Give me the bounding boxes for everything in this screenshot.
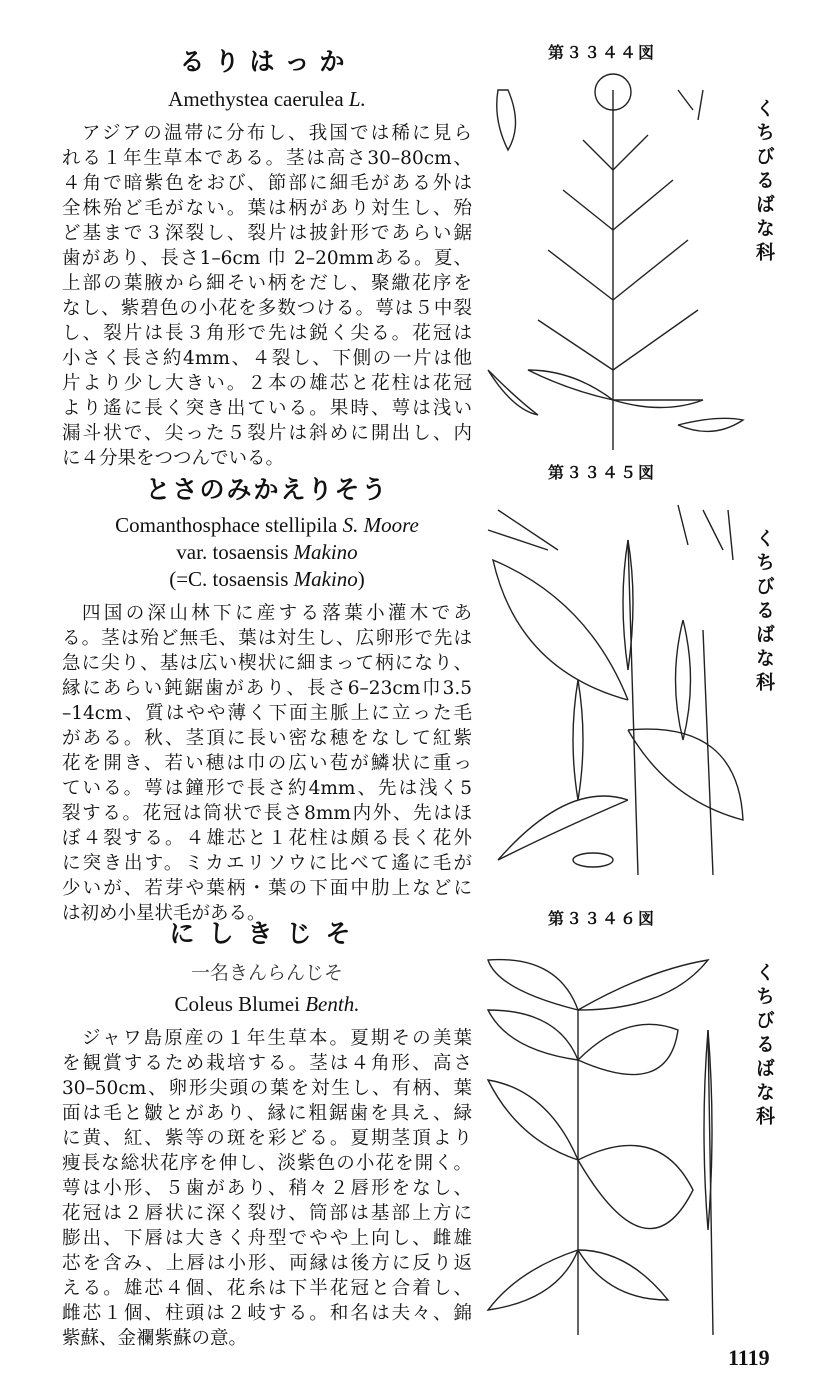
- alternate-name: 一名きんらんじそ: [190, 962, 343, 984]
- sci-roman: (=C. tosaensis: [169, 567, 294, 591]
- entry-title: るりはっか: [179, 47, 355, 76]
- entry-description: [62, 121, 472, 471]
- text-line: 花を開き、若い穂は巾の広い苞が鱗状に重っ: [62, 753, 472, 774]
- text-line: る。茎は殆ど無毛、葉は対生し、広卵形で先は: [62, 628, 472, 649]
- entry-rurihakka: [62, 42, 472, 471]
- entry-nishikijiso: [62, 914, 472, 1351]
- text-line: 芯を含み、上唇は小形、両縁は後方に反り返: [62, 1253, 472, 1274]
- text-line: ジャワ島原産の１年生草本。夏期その美葉: [82, 1028, 472, 1049]
- text-line: は初め小星状毛がある。: [62, 903, 266, 924]
- text-line: 片より少し大きい。２本の雄芯と花柱は花冠: [62, 373, 472, 394]
- entry-description: [62, 601, 472, 926]
- sci-roman: Amethystea caerulea: [168, 87, 349, 111]
- sci-roman: Comanthosphace stellipila: [115, 513, 343, 537]
- text-line: 萼は小形、５歯があり、稍々２唇形をなし、: [62, 1178, 472, 1199]
- illustration-amethystea: [478, 70, 748, 460]
- sci-roman: var. tosaensis: [176, 540, 294, 564]
- text-line: –14cm、質はやや薄く下面主脈上に立った毛: [62, 703, 472, 724]
- entry-title: にしきじそ: [169, 919, 365, 948]
- sci-author: Benth.: [305, 992, 360, 1016]
- text-line: 少いが、若芽や葉柄・葉の下面中肋上などに: [62, 878, 472, 899]
- figure-label-3345: 第３３４５図: [548, 463, 657, 482]
- family-label: くちびるばな科: [753, 528, 775, 696]
- illustration-comanthosphace: [478, 500, 748, 880]
- sci-suffix: ): [357, 567, 365, 591]
- text-line: 歯があり、長さ1–6cm 巾 2–20mmある。夏、: [62, 248, 472, 269]
- family-label: くちびるばな科: [753, 98, 775, 266]
- text-line: 紫蘇、金襴紫蘇の意。: [62, 1328, 248, 1349]
- text-line: 痩長な総状花序を伸し、淡紫色の小花を開く。: [62, 1153, 472, 1174]
- text-line: なし、紫碧色の小花を多数つける。萼は５中裂: [62, 298, 472, 319]
- text-line: に黄、紅、紫等の斑を彩どる。夏期茎頂より: [62, 1128, 472, 1149]
- text-line: 漏斗状で、尖った５裂片は斜めに開出し、内: [62, 423, 472, 444]
- sci-author: Makino: [293, 540, 358, 564]
- text-line: 縁にあらい鈍鋸歯があり、長さ6–23cm巾3.5: [62, 678, 472, 699]
- text-line: れる１年生草本である。茎は高さ30–80cm、: [62, 148, 472, 169]
- sci-roman: Coleus Blumei: [174, 992, 306, 1016]
- scientific-name: [62, 86, 472, 113]
- text-line: アジアの温帯に分布し、我国では稀に見ら: [82, 123, 472, 144]
- text-line: える。雄芯４個、花糸は下半花冠と合着し、: [62, 1278, 472, 1299]
- text-line: 急に尖り、基は広い楔状に細まって柄になり、: [62, 653, 472, 674]
- sci-author: Makino: [293, 567, 358, 591]
- text-line: 上部の葉腋から細そい柄をだし、聚繖花序を: [62, 273, 472, 294]
- text-line: 花冠は２唇状に深く裂け、筒部は基部上方に: [62, 1203, 472, 1224]
- text-line: 全株殆ど毛がない。葉は柄があり対生し、殆: [62, 198, 472, 219]
- text-line: 膨出、下唇は大きく舟型でやや上向し、雌雄: [62, 1228, 472, 1249]
- entry-title: とさのみかえりそう: [145, 475, 389, 504]
- entry-description: [62, 1026, 472, 1351]
- text-line: 小さく長さ約4mm、４裂し、下側の一片は他: [62, 348, 472, 369]
- text-line: より遙に長く突き出ている。果時、萼は浅い: [62, 398, 472, 419]
- sci-author: L.: [348, 87, 366, 111]
- scientific-name: [62, 512, 472, 593]
- figure-label-3344: 第３３４４図: [548, 43, 657, 62]
- text-line: し、裂片は長３角形で先は鋭く尖る。花冠は: [62, 323, 472, 344]
- page-number: 1119: [728, 1345, 770, 1370]
- scientific-name: [62, 991, 472, 1018]
- text-line: 雌芯１個、柱頭は２岐する。和名は夫々、錦: [62, 1303, 472, 1324]
- text-line: ４角で暗紫色をおび、節部に細毛がある外は: [62, 173, 472, 194]
- entry-tosanomikaerisou: [62, 470, 472, 926]
- text-line: に４分果をつつんでいる。: [62, 448, 285, 469]
- text-line: ど基まで３深裂し、裂片は披針形であらい鋸: [62, 223, 472, 244]
- figure-label-3346: 第３３４６図: [548, 909, 657, 928]
- text-line: 裂する。花冠は筒状で長さ8mm内外、先はほ: [62, 803, 472, 824]
- text-line: ている。萼は鐘形で長さ約4mm、先は浅く5: [62, 778, 472, 799]
- family-label: くちびるばな科: [753, 962, 775, 1130]
- text-line: 四国の深山林下に産する落葉小灌木であ: [82, 603, 472, 624]
- text-line: 30–50cm、卵形尖頭の葉を対生し、有柄、葉: [62, 1078, 472, 1099]
- illustration-coleus: [478, 950, 748, 1340]
- text-line: ぼ４裂する。４雄芯と１花柱は頗る長く花外: [62, 828, 472, 849]
- text-line: を観賞するため栽培する。茎は４角形、高さ: [62, 1053, 472, 1074]
- text-line: に突き出す。ミカエリソウに比べて遙に毛が: [62, 853, 472, 874]
- sci-author: S. Moore: [342, 513, 419, 537]
- text-line: がある。秋、茎頂に長い密な穂をなして紅紫: [62, 728, 472, 749]
- text-line: 面は毛と皺とがあり、縁に粗鋸歯を具え、緑: [62, 1103, 472, 1124]
